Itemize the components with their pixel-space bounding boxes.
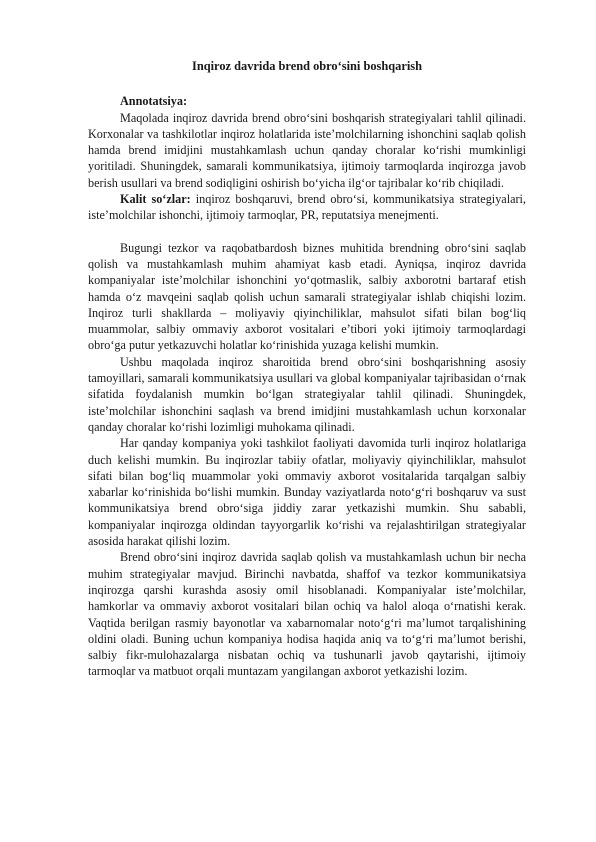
abstract-heading: Annotatsiya: — [120, 94, 188, 109]
section-spacer — [88, 224, 526, 240]
keywords-paragraph — [88, 191, 526, 224]
document-page — [88, 58, 526, 680]
body-paragraph: Ushbu maqolada inqiroz sharoitida brend obro‘sini boshqarishning asosiy tamoyillari, samarali kommunikatsiya usullari va global kompaniyalar tajribasidan o‘rnak sifatida foydalanish mumkin bo‘lgan strategiyalar tahlil qilinadi. Shuningdek, iste’molchilar ishonchini saqlash va brend imidjini mustahkamlash uchun korxonalar qanday choralar ko‘rishi lozimligi muhokama qilinadi. — [88, 354, 526, 434]
abstract-paragraph: Maqolada inqiroz davrida brend obro‘sini boshqarish strategiyalari tahlil qilinadi. Korxonalar va tashkilotlar inqiroz holatlarida iste’molchilarning ishonchini saqlab qolish hamda brend imidjini mustahkamlash uchun qanday choralar ko‘rishi mumkinligi yoritiladi. Shuningdek, samarali kommunikatsiya, ijtimoiy tarmoqlarda inqirozga javob berish usullari va brend sodiqligini oshirish bo‘yicha ilg‘or tajribalar ko‘rib chiqiladi. — [88, 110, 526, 190]
body-paragraph: Har qanday kompaniya yoki tashkilot faoliyati davomida turli inqiroz holatlariga duch kelishi mumkin. Bu inqirozlar tabiiy ofatlar, moliyaviy qiyinchiliklar, mahsulot sifati bilan bog‘liq muammolar yoki ommaviy axborot vositalarida tarqalgan salbiy xabarlar ko‘rinishida bo‘lishi mumkin. Bunday vaziyatlarda noto‘g‘ri boshqaruv va sust kommunikatsiya brend obro‘siga jiddiy zarar yetkazishi mumkin. Shu sababli, kompaniyalar inqirozga oldindan tayyorgarlik ko‘rishi va rejalashtirilgan strategiyalar asosida harakat qilishi lozim. — [88, 436, 526, 549]
keywords-text: inqiroz boshqaruvi, brend obro‘si, kommunikatsiya strategiyalari, iste’molchilar ishonchi, ijtimoiy tarmoqlar, PR, reputatsiya menejmenti. — [88, 192, 526, 223]
body-paragraph: Bugungi tezkor va raqobatbardosh biznes muhitida brendning obro‘sini saqlab qolish va mustahkamlash muhim ahamiyat kasb etadi. Ayniqsa, inqiroz davrida kompaniyalar iste’molchilar ishonchini yo‘qotmaslik, salbiy axborotni bartaraf etish hamda o‘z mavqeini saqlab qolish uchun samarali strategiyalar ishlab chiqishi lozim. Inqiroz turli shakllarda – moliyaviy qiyinchiliklar, mahsulot sifati bilan bog‘liq muammolar, salbiy ommaviy axborot vositalari e’tibori yoki ijtimoiy tarmoqlardagi obro‘ga putur yetkazuvchi holatlar ko‘rinishida yuzaga kelishi mumkin. — [88, 240, 526, 353]
body-paragraph: Brend obro‘sini inqiroz davrida saqlab qolish va mustahkamlash uchun bir necha muhim strategiyalar mavjud. Birinchi navbatda, shaffof va tezkor kommunikatsiya inqirozga qarshi kurashda asosiy omil hisoblanadi. Kompaniyalar iste’molchilar, hamkorlar va ommaviy axborot vositalari bilan ochiq va halol aloqa o‘rnatishi kerak. Vaqtida berilgan rasmiy bayonotlar va xabarnomalar noto‘g‘ri ma’lumot tarqalishining oldini oladi. Buning uchun kompaniya hodisa haqida aniq va to‘g‘ri ma’lumot berishi, salbiy fikr-mulohazalarga nisbatan ochiq va tushunarli javob qaytarishi, ijtimoiy tarmoqlar va matbuot orqali muntazam yangilangan axborot yetkazishi lozim. — [88, 550, 526, 679]
keywords-label: Kalit so‘zlar: — [120, 192, 191, 207]
document-title: Inqiroz davrida brend obro‘sini boshqarish — [192, 59, 422, 73]
